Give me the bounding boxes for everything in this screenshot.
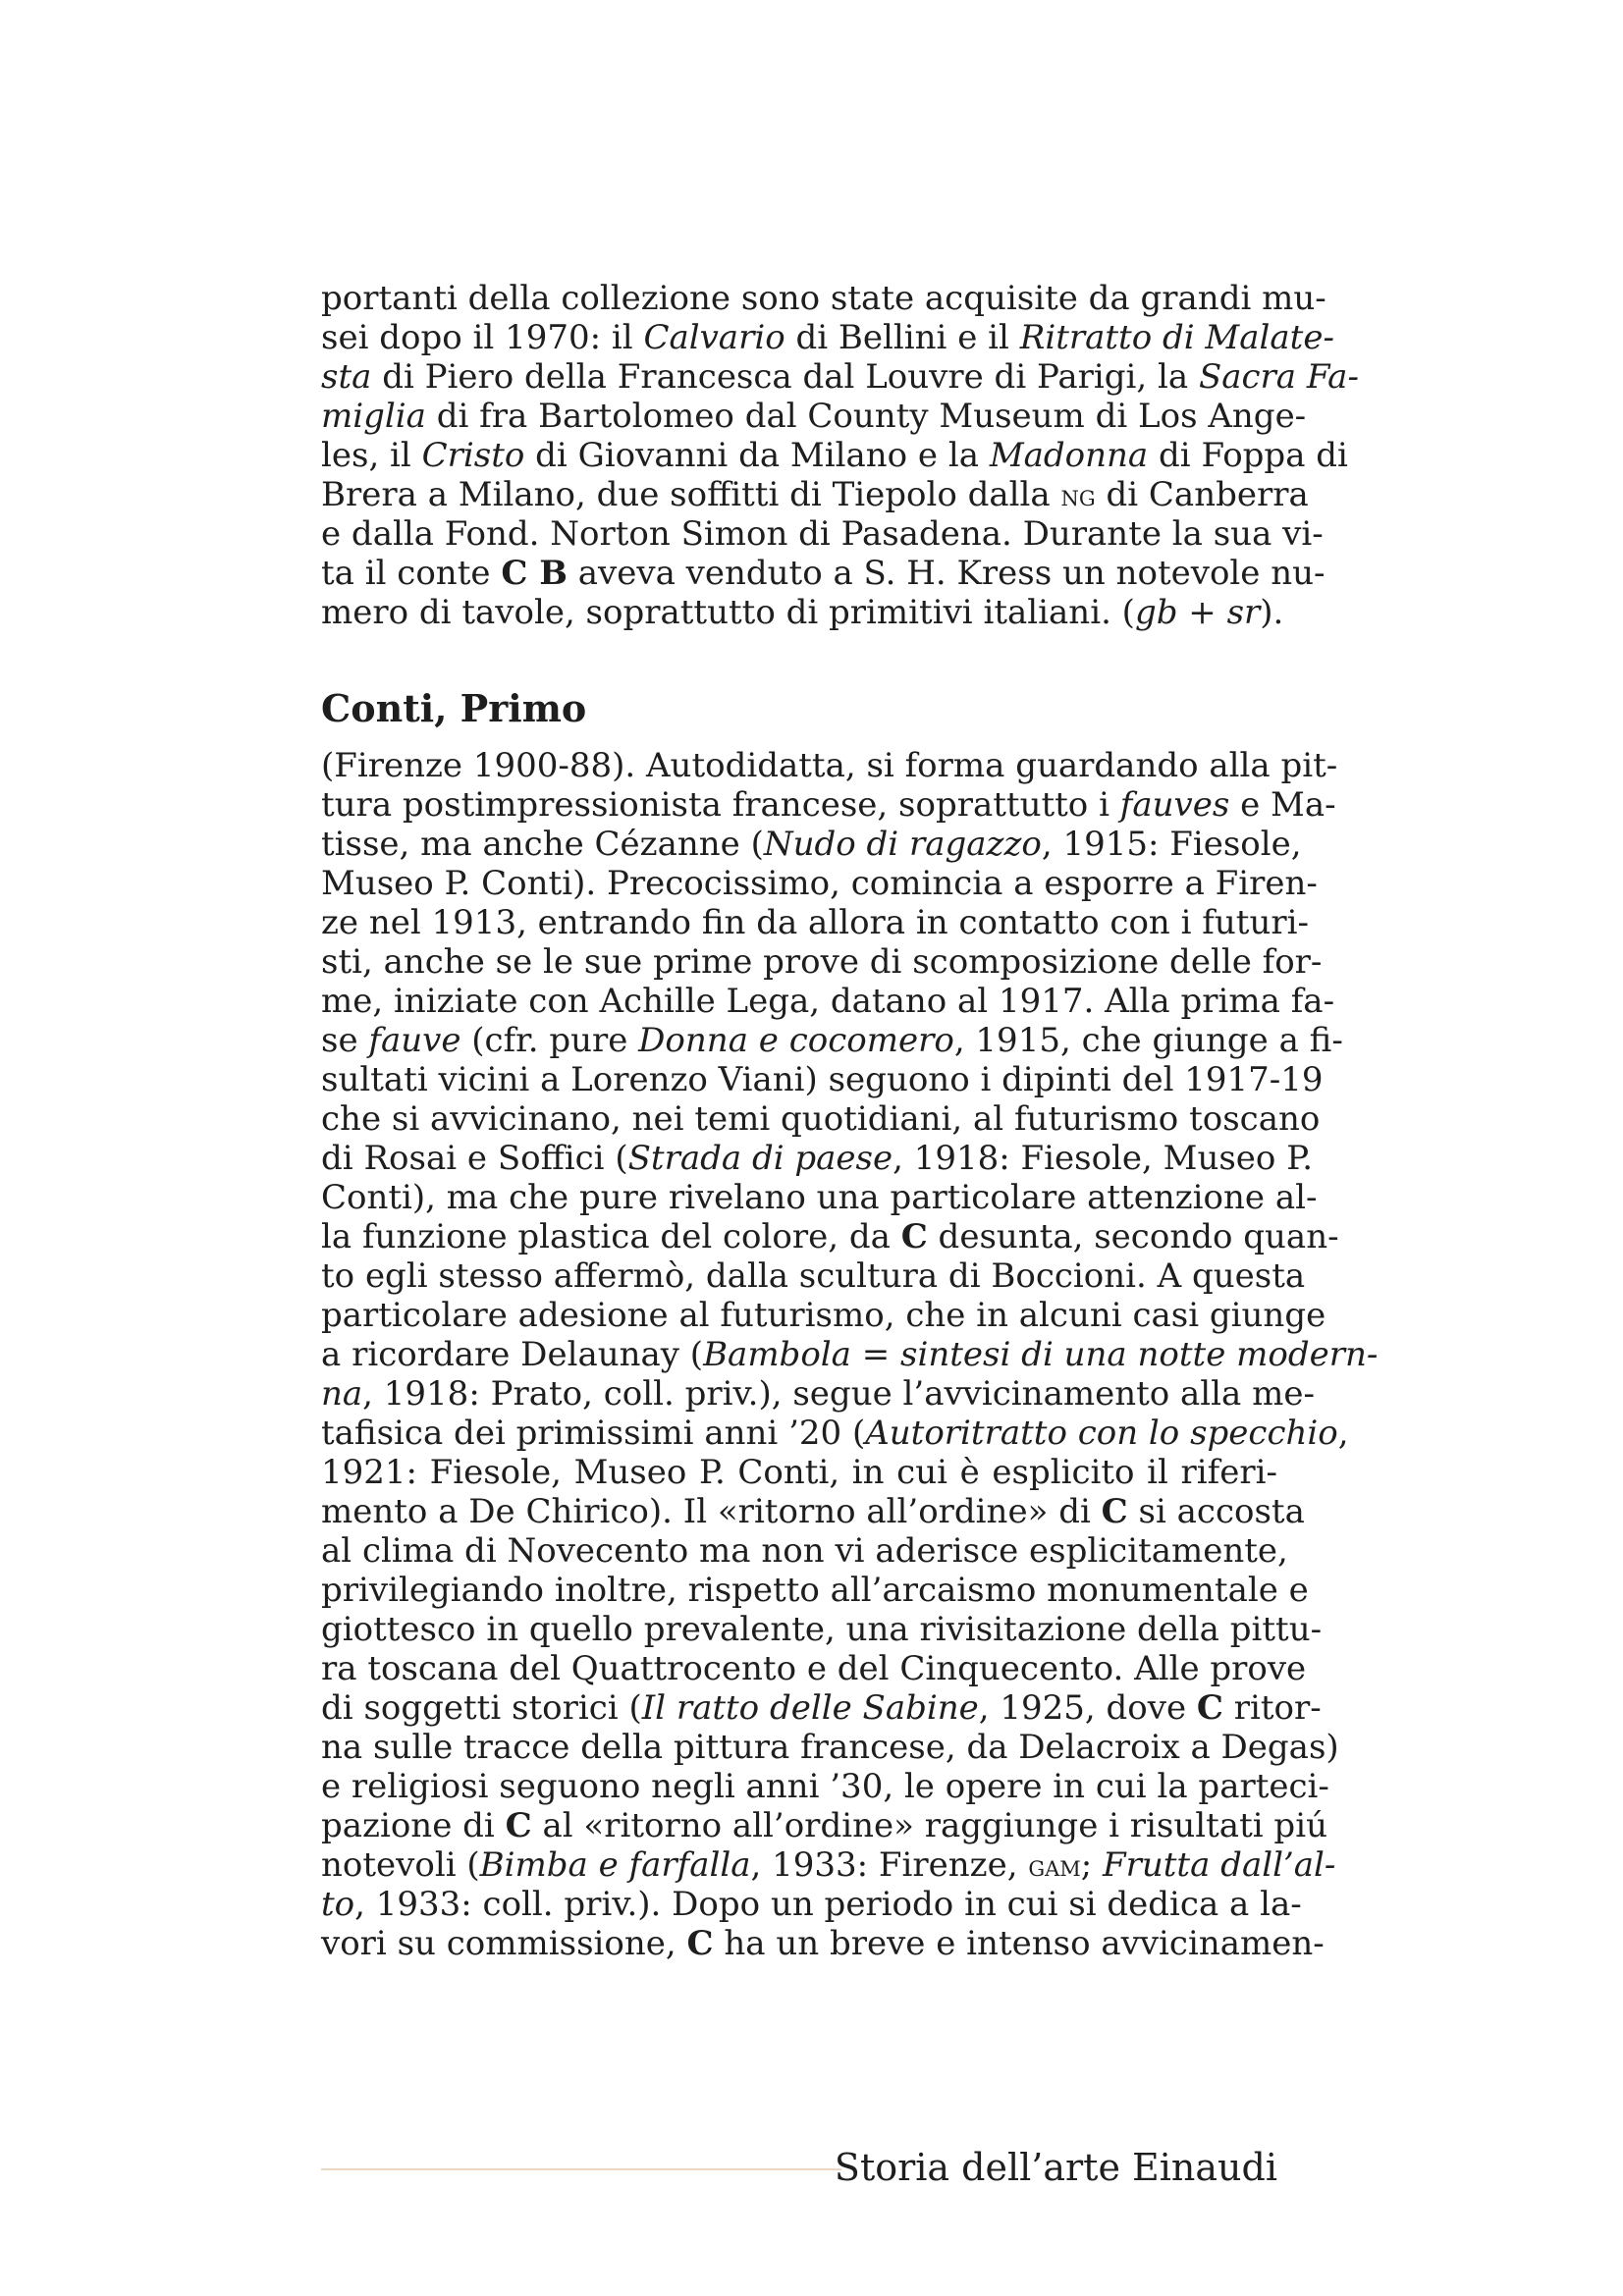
- italic-text: to: [321, 1885, 355, 1924]
- text-run: , 1918: Fiesole, Museo P.: [893, 1139, 1313, 1178]
- text-run: pazione di: [321, 1806, 506, 1845]
- text-line: [321, 1885, 1302, 1924]
- text-run: na sulle tracce della pittura francese, da Delacroix a Degas): [321, 1728, 1339, 1767]
- bold-text: C B: [501, 554, 568, 593]
- text-line: [321, 1531, 1288, 1571]
- text-run: ha un breve e intenso avvicinamen-: [713, 1924, 1325, 1963]
- text-line: [321, 1060, 1324, 1099]
- italic-text: fauve: [368, 1021, 461, 1060]
- entry-heading: Conti, Primo: [321, 686, 587, 730]
- text-line: [321, 1217, 1339, 1256]
- text-run: vori su commissione,: [321, 1924, 687, 1963]
- text-line: [321, 1649, 1307, 1688]
- text-line: [321, 1139, 1313, 1178]
- text-line: [321, 1728, 1339, 1767]
- text-line: [321, 554, 1325, 593]
- text-run: ra toscana del Quattrocento e del Cinquecento. Alle prove: [321, 1649, 1307, 1688]
- italic-text: Il ratto delle Sabine: [641, 1688, 979, 1728]
- text-run: e religiosi seguono negli anni ’30, le opere in cui la parteci-: [321, 1767, 1329, 1806]
- text-run: 1921: Fiesole, Museo P. Conti, in cui è esplicito il riferi-: [321, 1453, 1277, 1492]
- text-run: ta il conte: [321, 554, 502, 593]
- text-line: [321, 825, 1302, 864]
- text-line: [321, 1924, 1325, 1963]
- text-line: [321, 1335, 1379, 1374]
- bold-text: C: [505, 1806, 532, 1845]
- text-run: Museo P. Conti). Precocissimo, comincia a esporre a Firen-: [321, 864, 1318, 903]
- bold-text: C: [1101, 1492, 1128, 1531]
- text-line: [321, 514, 1324, 554]
- text-run: al clima di Novecento ma non vi aderisce esplicitamente,: [321, 1531, 1288, 1571]
- text-line: [321, 1610, 1323, 1649]
- text-line: [321, 1767, 1329, 1806]
- text-run: ,: [1337, 1414, 1349, 1453]
- text-run: , 1933: Firenze,: [750, 1845, 1029, 1885]
- text-run: , 1915, che giunge a fi-: [953, 1021, 1343, 1060]
- text-run: e dalla Fond. Norton Simon di Pasadena. Durante la sua vi-: [321, 514, 1324, 554]
- italic-text: gb + sr: [1134, 593, 1261, 632]
- text-line: [321, 1178, 1318, 1217]
- text-run: particolare adesione al futurismo, che in alcuni casi giunge: [321, 1296, 1326, 1335]
- italic-text: Ritratto di Malate-: [1019, 318, 1334, 357]
- italic-text: na: [321, 1374, 363, 1414]
- text-run: (Firenze 1900-88). Autodidatta, si forma guardando alla pit-: [321, 746, 1338, 785]
- italic-text: fauves: [1119, 785, 1230, 825]
- italic-text: miglia: [321, 397, 426, 436]
- text-line: [321, 397, 1307, 436]
- text-line: [321, 1492, 1305, 1531]
- text-run: ;: [1080, 1845, 1104, 1885]
- italic-text: Donna e cocomero: [638, 1021, 954, 1060]
- footer-rule: [321, 2168, 841, 2170]
- text-run: di Giovanni da Milano e la: [524, 436, 990, 475]
- text-run: se: [321, 1021, 369, 1060]
- text-line: [321, 1806, 1327, 1845]
- entry-paragraph: [321, 746, 1379, 1963]
- text-run: , 1925, dove: [978, 1688, 1197, 1728]
- bold-text: C: [900, 1217, 928, 1256]
- italic-text: Sacra Fa-: [1198, 357, 1359, 397]
- text-run: mento a De Chirico). Il «ritorno all’ordine» di: [321, 1492, 1102, 1531]
- text-line: [321, 1414, 1349, 1453]
- text-line: [321, 436, 1348, 475]
- text-line: [321, 1021, 1343, 1060]
- italic-text: Bambola = sintesi di una notte modern-: [703, 1335, 1379, 1374]
- text-line: [321, 1296, 1326, 1335]
- text-run: portanti della collezione sono state acquisite da grandi mu-: [321, 279, 1326, 318]
- text-run: mero di tavole, soprattutto di primitivi italiani. (: [321, 593, 1135, 632]
- text-line: [321, 982, 1335, 1021]
- text-run: ritor-: [1222, 1688, 1322, 1728]
- italic-text: Nudo di ragazzo: [763, 825, 1042, 864]
- text-line: [321, 864, 1318, 903]
- text-run: di fra Bartolomeo dal County Museum di Los Ange-: [425, 397, 1307, 436]
- text-run: e Ma-: [1229, 785, 1336, 825]
- text-run: la funzione plastica del colore, da: [321, 1217, 901, 1256]
- text-line: [321, 1571, 1309, 1610]
- italic-text: Calvario: [643, 318, 785, 357]
- small-caps-text: ng: [1060, 479, 1096, 513]
- text-line: [321, 1845, 1336, 1885]
- text-run: , 1915: Fiesole,: [1041, 825, 1302, 864]
- text-run: di Canberra: [1095, 475, 1309, 514]
- text-run: (cfr. pure: [460, 1021, 639, 1060]
- italic-text: Cristo: [421, 436, 525, 475]
- text-run: sultati vicini a Lorenzo Viani) seguono i dipinti del 1917-19: [321, 1060, 1324, 1099]
- text-run: to egli stesso affermò, dalla scultura di Boccioni. A questa: [321, 1256, 1306, 1296]
- continuation-paragraph: [321, 279, 1359, 632]
- text-run: tisse, ma anche Cézanne (: [321, 825, 764, 864]
- italic-text: Strada di paese: [627, 1139, 893, 1178]
- text-line: [321, 1374, 1315, 1414]
- text-run: si accosta: [1127, 1492, 1305, 1531]
- text-run: Brera a Milano, due soffitti di Tiepolo dalla: [321, 475, 1061, 514]
- bold-text: C: [1196, 1688, 1223, 1728]
- text-run: sei dopo il 1970: il: [321, 318, 644, 357]
- text-run: tafisica dei primissimi anni ’20 (: [321, 1414, 866, 1453]
- text-run: notevoli (: [321, 1845, 480, 1885]
- text-run: che si avvicinano, nei temi quotidiani, al futurismo toscano: [321, 1099, 1321, 1139]
- text-run: sti, anche se le sue prime prove di scomposizione delle for-: [321, 942, 1323, 982]
- text-run: privilegiando inoltre, rispetto all’arcaismo monumentale e: [321, 1571, 1309, 1610]
- text-run: , 1918: Prato, coll. priv.), segue l’avvicinamento alla me-: [362, 1374, 1315, 1414]
- text-line: [321, 593, 1284, 632]
- text-line: [321, 785, 1336, 825]
- text-run: di Bellini e il: [784, 318, 1020, 357]
- italic-text: Bimba e farfalla: [479, 1845, 751, 1885]
- text-run: desunta, secondo quan-: [927, 1217, 1339, 1256]
- text-line: [321, 475, 1309, 514]
- text-line: [321, 1256, 1306, 1296]
- text-run: les, il: [321, 436, 422, 475]
- italic-text: Frutta dall’al-: [1103, 1845, 1336, 1885]
- text-run: , 1933: coll. priv.). Dopo un periodo in cui si dedica a la-: [354, 1885, 1302, 1924]
- text-line: [321, 942, 1323, 982]
- text-line: [321, 1688, 1322, 1728]
- italic-text: Madonna: [989, 436, 1149, 475]
- text-line: [321, 1099, 1321, 1139]
- text-run: giottesco in quello prevalente, una rivisitazione della pittu-: [321, 1610, 1323, 1649]
- footer-title: Storia dell’arte Einaudi: [834, 2146, 1277, 2189]
- small-caps-text: gam: [1028, 1849, 1081, 1884]
- text-run: di soggetti storici (: [321, 1688, 642, 1728]
- text-run: al «ritorno all’ordine» raggiunge i risultati piú: [531, 1806, 1327, 1845]
- text-run: di Piero della Francesca dal Louvre di Parigi, la: [371, 357, 1199, 397]
- text-run: ze nel 1913, entrando fin da allora in contatto con i futuri-: [321, 903, 1309, 942]
- text-run: me, iniziate con Achille Lega, datano al 1917. Alla prima fa-: [321, 982, 1335, 1021]
- italic-text: sta: [321, 357, 372, 397]
- text-run: aveva venduto a S. H. Kress un notevole nu-: [567, 554, 1325, 593]
- text-run: a ricordare Delaunay (: [321, 1335, 704, 1374]
- text-line: [321, 318, 1334, 357]
- text-line: [321, 1453, 1277, 1492]
- text-line: [321, 357, 1359, 397]
- text-run: ).: [1260, 593, 1284, 632]
- italic-text: Autoritratto con lo specchio: [865, 1414, 1338, 1453]
- text-run: di Rosai e Soffici (: [321, 1139, 628, 1178]
- text-run: di Foppa di: [1148, 436, 1348, 475]
- text-line: [321, 746, 1338, 785]
- text-run: Conti), ma che pure rivelano una particolare attenzione al-: [321, 1178, 1318, 1217]
- text-run: tura postimpressionista francese, soprattutto i: [321, 785, 1120, 825]
- text-line: [321, 903, 1309, 942]
- text-line: [321, 279, 1326, 318]
- bold-text: C: [686, 1924, 714, 1963]
